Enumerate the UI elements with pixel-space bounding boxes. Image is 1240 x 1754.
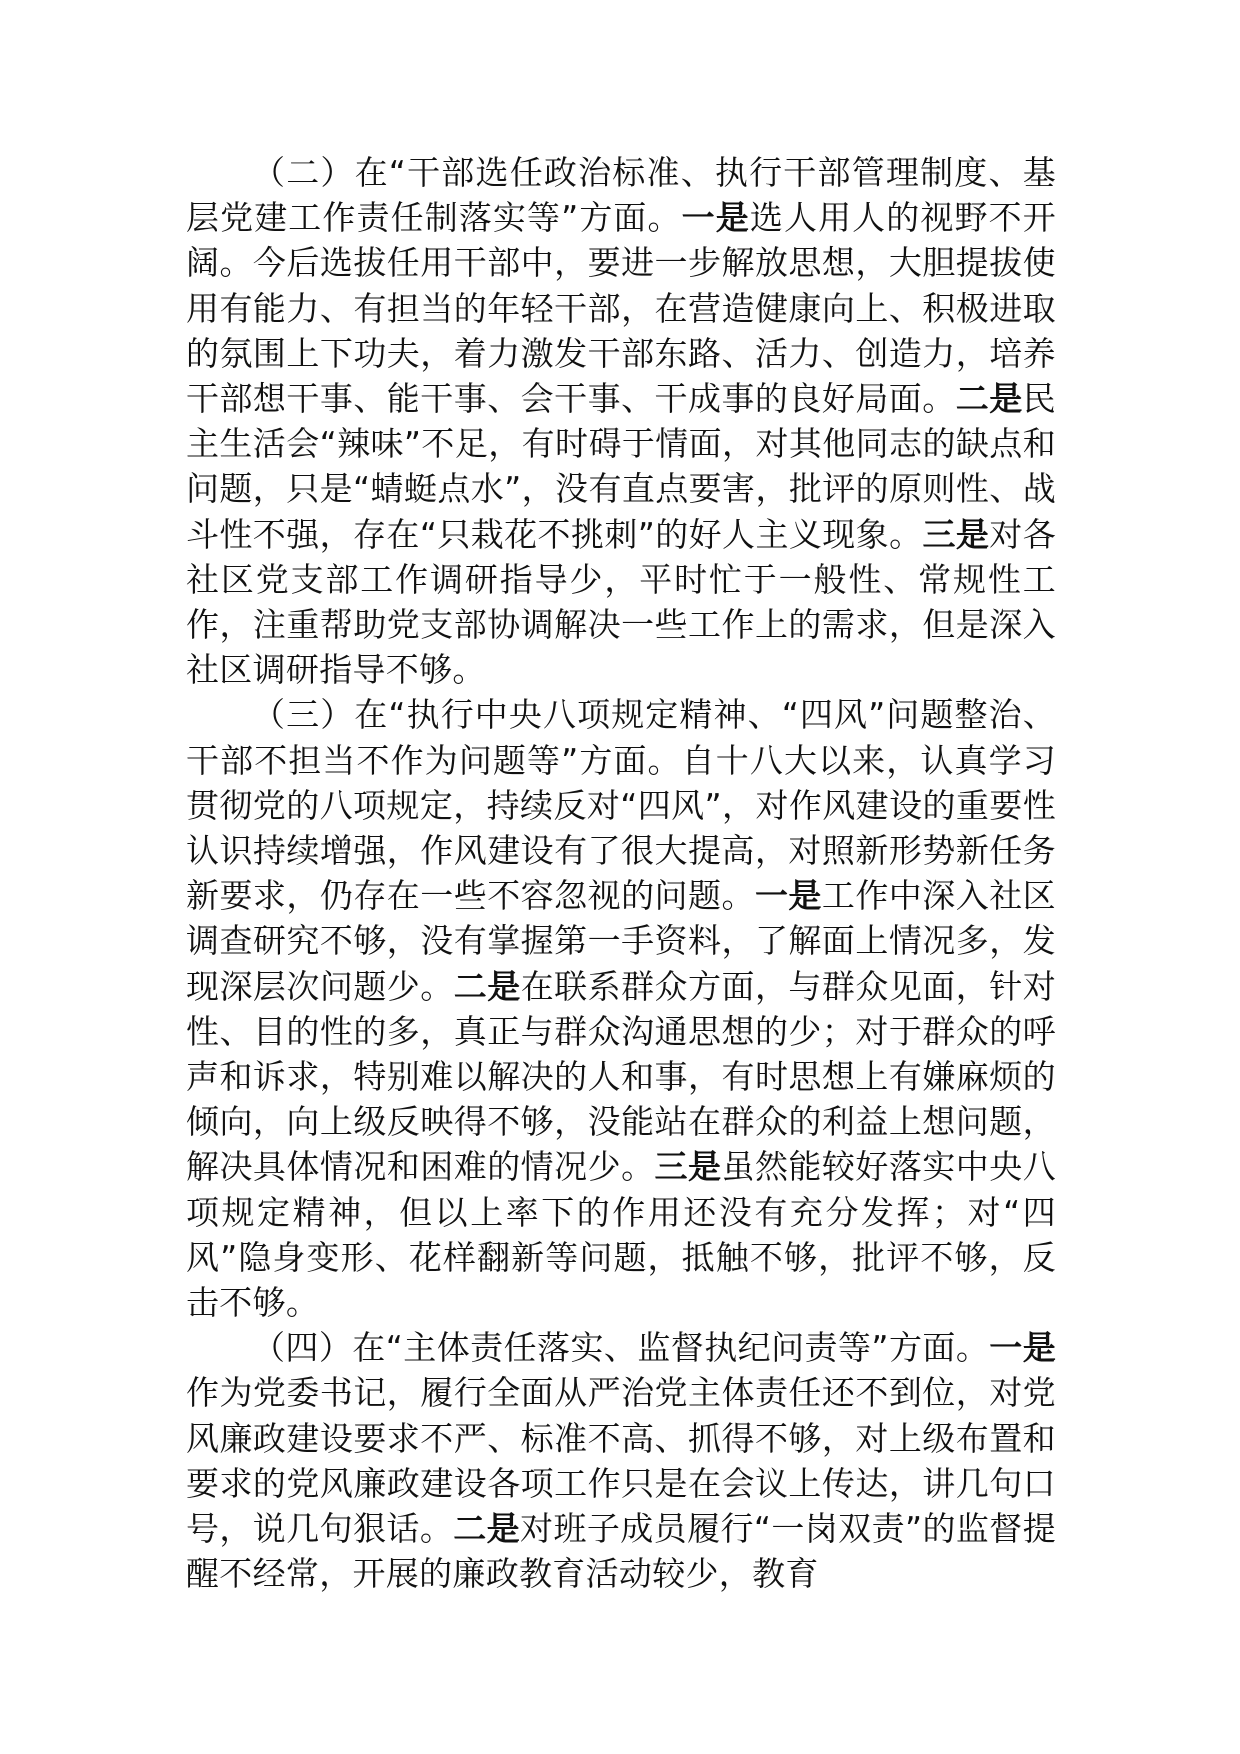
point-marker-2: 二是 bbox=[955, 379, 1023, 419]
paragraph-text: 在联系群众方面，与群众见面，针对性、目的性的多，真正与群众沟通思想的少；对于群众的呼声和诉求，特别难以解决的人和事，有时思想上有嫌麻烦的倾向，向上级反映得不够，没能站在群众的利益上想问题，解决具体情况和困难的情况少。 bbox=[186, 966, 1056, 1187]
paragraph-text: （三）在“执行中央八项规定精神、“四风”问题整治、干部不担当不作为问题等”方面。自十八大以来，认真学习贯彻党的八项规定，持续反对“四风”，对作风建设的重要性认识持续增强，作风建设有了很大提高，对照新形势新任务新要求，仍存在一些不容忽视的问题。 bbox=[186, 695, 1056, 916]
point-marker-2: 二是 bbox=[453, 966, 521, 1006]
point-marker-1: 一是 bbox=[989, 1328, 1057, 1368]
paragraph-text: 对各社区党支部工作调研指导少，平时忙于一般性、常规性工作，注重帮助党支部协调解决一些工作上的需求，但是深入社区调研指导不够。 bbox=[186, 514, 1057, 690]
paragraph-section-3 bbox=[186, 692, 1056, 1325]
point-marker-3: 三是 bbox=[922, 514, 990, 554]
point-marker-2: 二是 bbox=[453, 1509, 521, 1549]
point-marker-3: 三是 bbox=[654, 1147, 722, 1187]
point-marker-1: 一是 bbox=[681, 198, 750, 238]
paragraph-section-2 bbox=[186, 150, 1056, 692]
paragraph-text: 民主生活会“辣味”不足，有时碍于情面，对其他同志的缺点和问题，只是“蜻蜓点水”，没有直点要害，批评的原则性、战斗性不强，存在“只栽花不挑刺”的好人主义现象。 bbox=[186, 379, 1056, 554]
paragraph-text: 工作中深入社区调查研究不够，没有掌握第一手资料，了解面上情况多，发现深层次问题少。 bbox=[186, 876, 1056, 1006]
document-body bbox=[186, 150, 1056, 1597]
paragraph-text: 虽然能较好落实中央八项规定精神，但以上率下的作用还没有充分发挥；对“四风”隐身变形、花样翻新等问题，抵触不够，批评不够，反击不够。 bbox=[186, 1147, 1056, 1323]
paragraph-text: 作为党委书记，履行全面从严治党主体责任还不到位，对党风廉政建设要求不严、标准不高、抓得不够，对上级布置和要求的党风廉政建设各项工作只是在会议上传达，讲几句口号，说几句狠话。 bbox=[186, 1373, 1056, 1549]
paragraph-section-4 bbox=[186, 1325, 1056, 1596]
paragraph-text: 对班子成员履行“一岗双责”的监督提醒不经常，开展的廉政教育活动较少，教育 bbox=[186, 1509, 1056, 1594]
paragraph-text: （二）在“干部选任政治标准、执行干部管理制度、基层党建工作责任制落实等”方面。 bbox=[186, 153, 1056, 238]
paragraph-text: 选人用人的视野不开阔。今后选拔任用干部中，要进一步解放思想，大胆提拔使用有能力、有担当的年轻干部，在营造健康向上、积极进取的氛围上下功夫，着力激发干部东路、活力、创造力，培养干部想干事、能干事、会干事、干成事的良好局面。 bbox=[186, 198, 1057, 419]
paragraph-text: （四）在“主体责任落实、监督执纪问责等”方面。 bbox=[252, 1328, 990, 1368]
point-marker-1: 一是 bbox=[754, 876, 822, 916]
